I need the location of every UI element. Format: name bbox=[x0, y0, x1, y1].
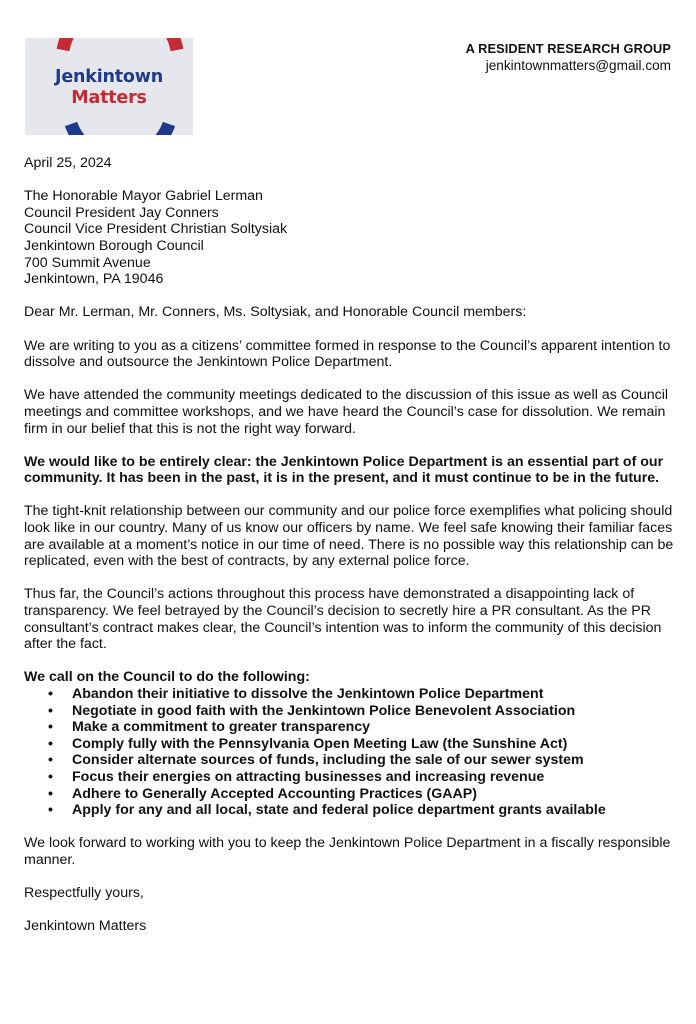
list-item bbox=[24, 736, 676, 753]
list-item-text: Make a commitment to greater transparency bbox=[72, 719, 371, 736]
bullet-icon: • bbox=[48, 719, 53, 736]
address-line: Jenkintown Borough Council bbox=[24, 237, 204, 254]
list-item bbox=[24, 719, 676, 736]
bullet-icon: • bbox=[48, 686, 53, 702]
logo-line-2: Matters bbox=[71, 88, 147, 108]
address-line: Council President Jay Conners bbox=[24, 204, 219, 221]
list-item bbox=[24, 752, 676, 769]
list-item bbox=[24, 802, 676, 819]
logo-red-arc bbox=[63, 38, 177, 50]
address-line: Jenkintown, PA 19046 bbox=[24, 271, 164, 288]
bullet-icon: • bbox=[48, 785, 53, 802]
org-name: A RESIDENT RESEARCH GROUP bbox=[465, 41, 671, 56]
letterhead-contact bbox=[466, 41, 671, 74]
bullet-icon: • bbox=[48, 702, 53, 719]
paragraph-intro: We are writing to you as a citizens’ committee formed in response to the Council’s apparent intention to dissolve and outsource the Jenkintown Police Department. bbox=[24, 337, 671, 371]
logo-blue-arc bbox=[71, 124, 169, 135]
list-item-text: Focus their energies on attracting businesses and increasing revenue bbox=[72, 768, 545, 785]
bullet-icon: • bbox=[48, 752, 53, 769]
bullet-icon: • bbox=[48, 735, 53, 752]
jenkintown-matters-logo bbox=[25, 38, 193, 135]
list-item-text: Negotiate in good faith with the Jenkintown Police Benevolent Association bbox=[72, 702, 576, 719]
address-line: Council Vice President Christian Soltysiak bbox=[24, 221, 288, 238]
list-item bbox=[24, 703, 676, 720]
list-item-text: Comply fully with the Pennsylvania Open Meeting Law (the Sunshine Act) bbox=[72, 735, 568, 752]
logo-gap bbox=[95, 114, 111, 135]
letter-date: April 25, 2024 bbox=[24, 155, 112, 171]
list-item-text: Apply for any and all local, state and federal police department grants available bbox=[72, 802, 606, 819]
paragraph-meetings: We have attended the community meetings dedicated to the discussion of this issue as well as Council meetings and committee workshops, and we have heard the Council’s case for dissolution. We remain firm in our belief that this is not the right way forward. bbox=[24, 387, 669, 437]
letter-body bbox=[24, 155, 676, 952]
list-item-text: Abandon their initiative to dissolve the Jenkintown Police Department bbox=[72, 686, 544, 702]
list-item bbox=[24, 686, 676, 703]
org-email-link[interactable]: jenkintownmatters@gmail.com bbox=[485, 58, 671, 73]
address-line: The Honorable Mayor Gabriel Lerman bbox=[24, 188, 263, 205]
salutation: Dear Mr. Lerman, Mr. Conners, Ms. Soltysiak, and Honorable Council members: bbox=[24, 304, 527, 321]
paragraph-transparency: Thus far, the Council’s actions throughout this process have demonstrated a disappointing lack of transparency. We feel betrayed by the Council’s decision to secretly hire a PR consultant. As the PR consultant’s contract makes clear, the Council’s intention was to inform the community of this decision after the fact. bbox=[24, 586, 662, 653]
bullet-icon: • bbox=[48, 768, 53, 785]
paragraph-relationship: The tight-knit relationship between our community and our police force exemplifies what policing should look like in our country. Many of us know our officers by name. We feel safe knowing their familiar faces are available at a moment’s notice in our time of need. There is no possible way this relationship can be replicated, even with the best of contracts, by any external police force. bbox=[24, 503, 674, 570]
paragraph-closing: We look forward to working with you to keep the Jenkintown Police Department in a fiscally responsible manner. bbox=[24, 835, 671, 868]
address-line: 700 Summit Avenue bbox=[24, 254, 151, 271]
logo-line-1: Jenkintown bbox=[55, 67, 163, 87]
call-to-action-heading: We call on the Council to do the following: bbox=[24, 669, 310, 686]
demands-list bbox=[24, 686, 676, 819]
bullet-icon: • bbox=[48, 802, 53, 819]
paragraph-position-statement: We would like to be entirely clear: the Jenkintown Police Department is an essential part of our community. It has been in the past, it is in the present, and it must continue to be in the future. bbox=[24, 453, 664, 487]
list-item bbox=[24, 769, 676, 786]
closing-phrase: Respectfully yours, bbox=[24, 885, 144, 902]
recipient-address bbox=[24, 188, 676, 288]
list-item-text: Adhere to Generally Accepted Accounting Practices (GAAP) bbox=[72, 785, 477, 802]
list-item-text: Consider alternate sources of funds, including the sale of our sewer system bbox=[72, 752, 584, 769]
signature: Jenkintown Matters bbox=[24, 918, 147, 935]
list-item bbox=[24, 786, 676, 803]
